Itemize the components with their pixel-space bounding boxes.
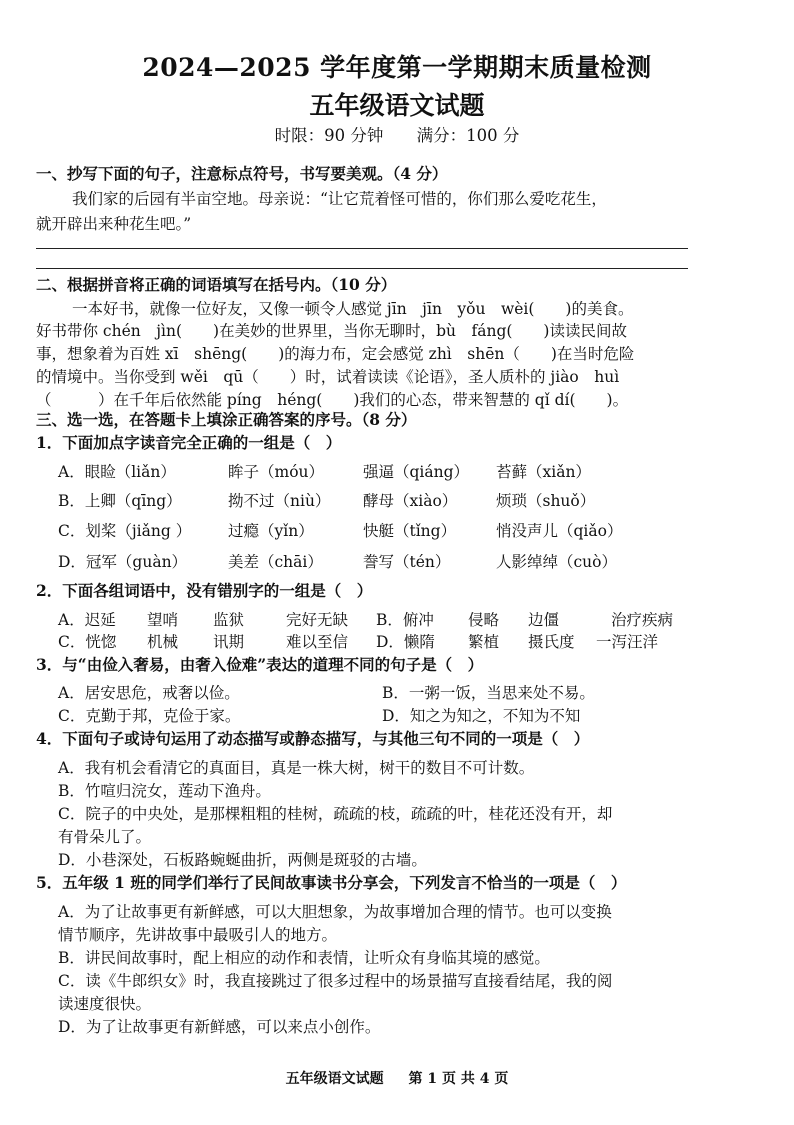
q4-option-line: D．小巷深处，石板路蜿蜒曲折，两侧是斑驳的古墙。 <box>58 851 427 869</box>
q3-option: C．克勤于邦，克俭于家。 <box>58 707 241 725</box>
q2-option-word: 侵略 <box>468 611 500 629</box>
q5-option-line: 读速度很快。 <box>58 995 152 1013</box>
q5-option-line: D．为了让故事更有新鲜感，可以来点小创作。 <box>58 1018 381 1036</box>
q1-option: 酵母（xiào） <box>363 492 458 510</box>
q4-option-line: B．竹喧归浣女，莲动下渔舟。 <box>58 782 271 800</box>
q3-option: A．居安思危，戒奢以俭。 <box>58 684 240 702</box>
time-limit: 时限：90 分钟 <box>274 126 384 145</box>
q4-option-line: A．我有机会看清它的真面目，真是一株大树，树干的数目不可计数。 <box>58 759 535 777</box>
section2-text-line: 的情境中。当你受到 wěi qū（ ）时，试着读读《论语》，圣人质朴的 jiào huì <box>36 368 620 386</box>
q1-option: 过瘾（yǐn） <box>228 522 314 540</box>
q5-option-line: 情节顺序，先讲故事中最吸引人的地方。 <box>58 926 338 944</box>
q2-option-word: 一泻汪洋 <box>596 633 659 651</box>
q2-option-word: 难以至信 <box>286 633 349 651</box>
q2-option-word: 讯期 <box>213 633 245 651</box>
question-1-stem: 1．下面加点字读音完全正确的一组是（ ） <box>36 433 342 452</box>
q2-option-word: C．恍惚 <box>58 633 117 651</box>
q1-option: 誊写（tén） <box>363 553 451 571</box>
q4-option-line: 有骨朵儿了。 <box>58 828 152 846</box>
section2-text-line: （ ）在千年后依然能 píng héng( )我们的心态，带来智慧的 qǐ dí( )。 <box>36 391 629 409</box>
q1-option: 苔藓（xiǎn） <box>496 463 591 481</box>
footer-page-number: 第 1 页 共 4 页 <box>408 1071 509 1087</box>
section1-text-line: 就开辟出来种花生吧。” <box>36 215 192 233</box>
q1-option: 悄没声儿（qiǎo） <box>496 522 623 540</box>
q5-option-line: C．读《牛郎织女》时，我直接跳过了很多过程中的场景描写直接看结尾，我的阅 <box>58 972 613 990</box>
q5-option-line: B．讲民间故事时，配上相应的动作和表情，让听众有身临其境的感觉。 <box>58 949 550 967</box>
q1-option: B．上卿（qīng） <box>58 492 182 510</box>
q3-option: B．一粥一饭，当思来处不易。 <box>382 684 595 702</box>
section2-heading: 二、根据拼音将正确的词语填写在括号内。（10 分） <box>36 275 397 294</box>
section2-text-line: 好书带你 chén jìn( )在美妙的世界里，当你无聊时，bù fáng( )读读民间故 <box>36 322 627 340</box>
section1-text-line: 我们家的后园有半亩空地。母亲说：“让它荒着怪可惜的，你们那么爱吃花生， <box>72 190 607 208</box>
q2-option-word: 边僵 <box>528 611 560 629</box>
q2-option-word: D．懒隋 <box>376 633 435 651</box>
q2-option-word: B．俯冲 <box>376 611 434 629</box>
q1-option: 拗不过（niù） <box>228 492 331 510</box>
q1-option: 眸子（móu） <box>228 463 325 481</box>
full-score: 满分：100 分 <box>416 126 520 145</box>
q2-option-word: 监狱 <box>213 611 245 629</box>
q1-option: 美差（chāi） <box>228 553 323 571</box>
exam-subtitle: 五年级语文试题 <box>309 91 485 120</box>
q2-option-word: A．迟延 <box>58 611 116 629</box>
q3-option: D．知之为知之，不知为不知 <box>382 707 581 725</box>
q2-option-word: 机械 <box>147 633 179 651</box>
footer-exam-name: 五年级语文试题 <box>285 1071 384 1087</box>
q2-option-word: 治疗疾病 <box>611 611 674 629</box>
q1-option: C．划桨（jiǎng ） <box>58 522 192 540</box>
q5-option-line: A．为了让故事更有新鲜感，可以大胆想象，为故事增加合理的情节。也可以变换 <box>58 903 612 921</box>
q4-option-line: C．院子的中央处，是那棵粗粗的桂树，疏疏的枝，疏疏的叶，桂花还没有开，却 <box>58 805 613 823</box>
question-5-stem: 5．五年级 1 班的同学们举行了民间故事读书分享会，下列发言不恰当的一项是（ ） <box>36 873 627 892</box>
copy-writing-line[interactable] <box>36 248 688 249</box>
question-4-stem: 4．下面句子或诗句运用了动态描写或静态描写，与其他三句不同的一项是（ ） <box>36 729 590 748</box>
q1-option: 强逼（qiáng） <box>363 463 470 481</box>
q2-option-word: 望哨 <box>147 611 179 629</box>
page-footer <box>0 1068 794 1088</box>
question-2-stem: 2．下面各组词语中，没有错别字的一组是（ ） <box>36 581 373 600</box>
question-3-stem: 3．与“由俭入奢易，由奢入俭难”表达的道理不同的句子是（ ） <box>36 655 484 674</box>
q2-option-word: 繁植 <box>468 633 500 651</box>
exam-title: 2024—2025 学年度第一学期期末质量检测 <box>142 53 652 82</box>
copy-writing-line[interactable] <box>36 268 688 269</box>
q1-option: 人影绰绰（cuò） <box>496 553 617 571</box>
q2-option-word: 完好无缺 <box>286 611 349 629</box>
q1-option: D．冠军（guàn） <box>58 553 188 571</box>
q1-option: A．眼睑（liǎn） <box>58 463 176 481</box>
q1-option: 烦琐（shuǒ） <box>496 492 596 510</box>
section1-heading: 一、抄写下面的句子，注意标点符号，书写要美观。（4 分） <box>36 164 448 183</box>
section3-heading: 三、选一选，在答题卡上填涂正确答案的序号。（8 分） <box>36 410 417 429</box>
q2-option-word: 摄氏度 <box>528 633 575 651</box>
section2-text-line: 事，想象着为百姓 xī shēng( )的海力布，定会感觉 zhì shēn（ )在当时危险 <box>36 345 635 363</box>
exam-meta <box>0 122 794 146</box>
section2-text-line: 一本好书，就像一位好友，又像一顿令人感觉 jīn jīn yǒu wèi( )的美食。 <box>72 300 634 318</box>
q1-option: 快艇（tǐng） <box>363 522 457 540</box>
